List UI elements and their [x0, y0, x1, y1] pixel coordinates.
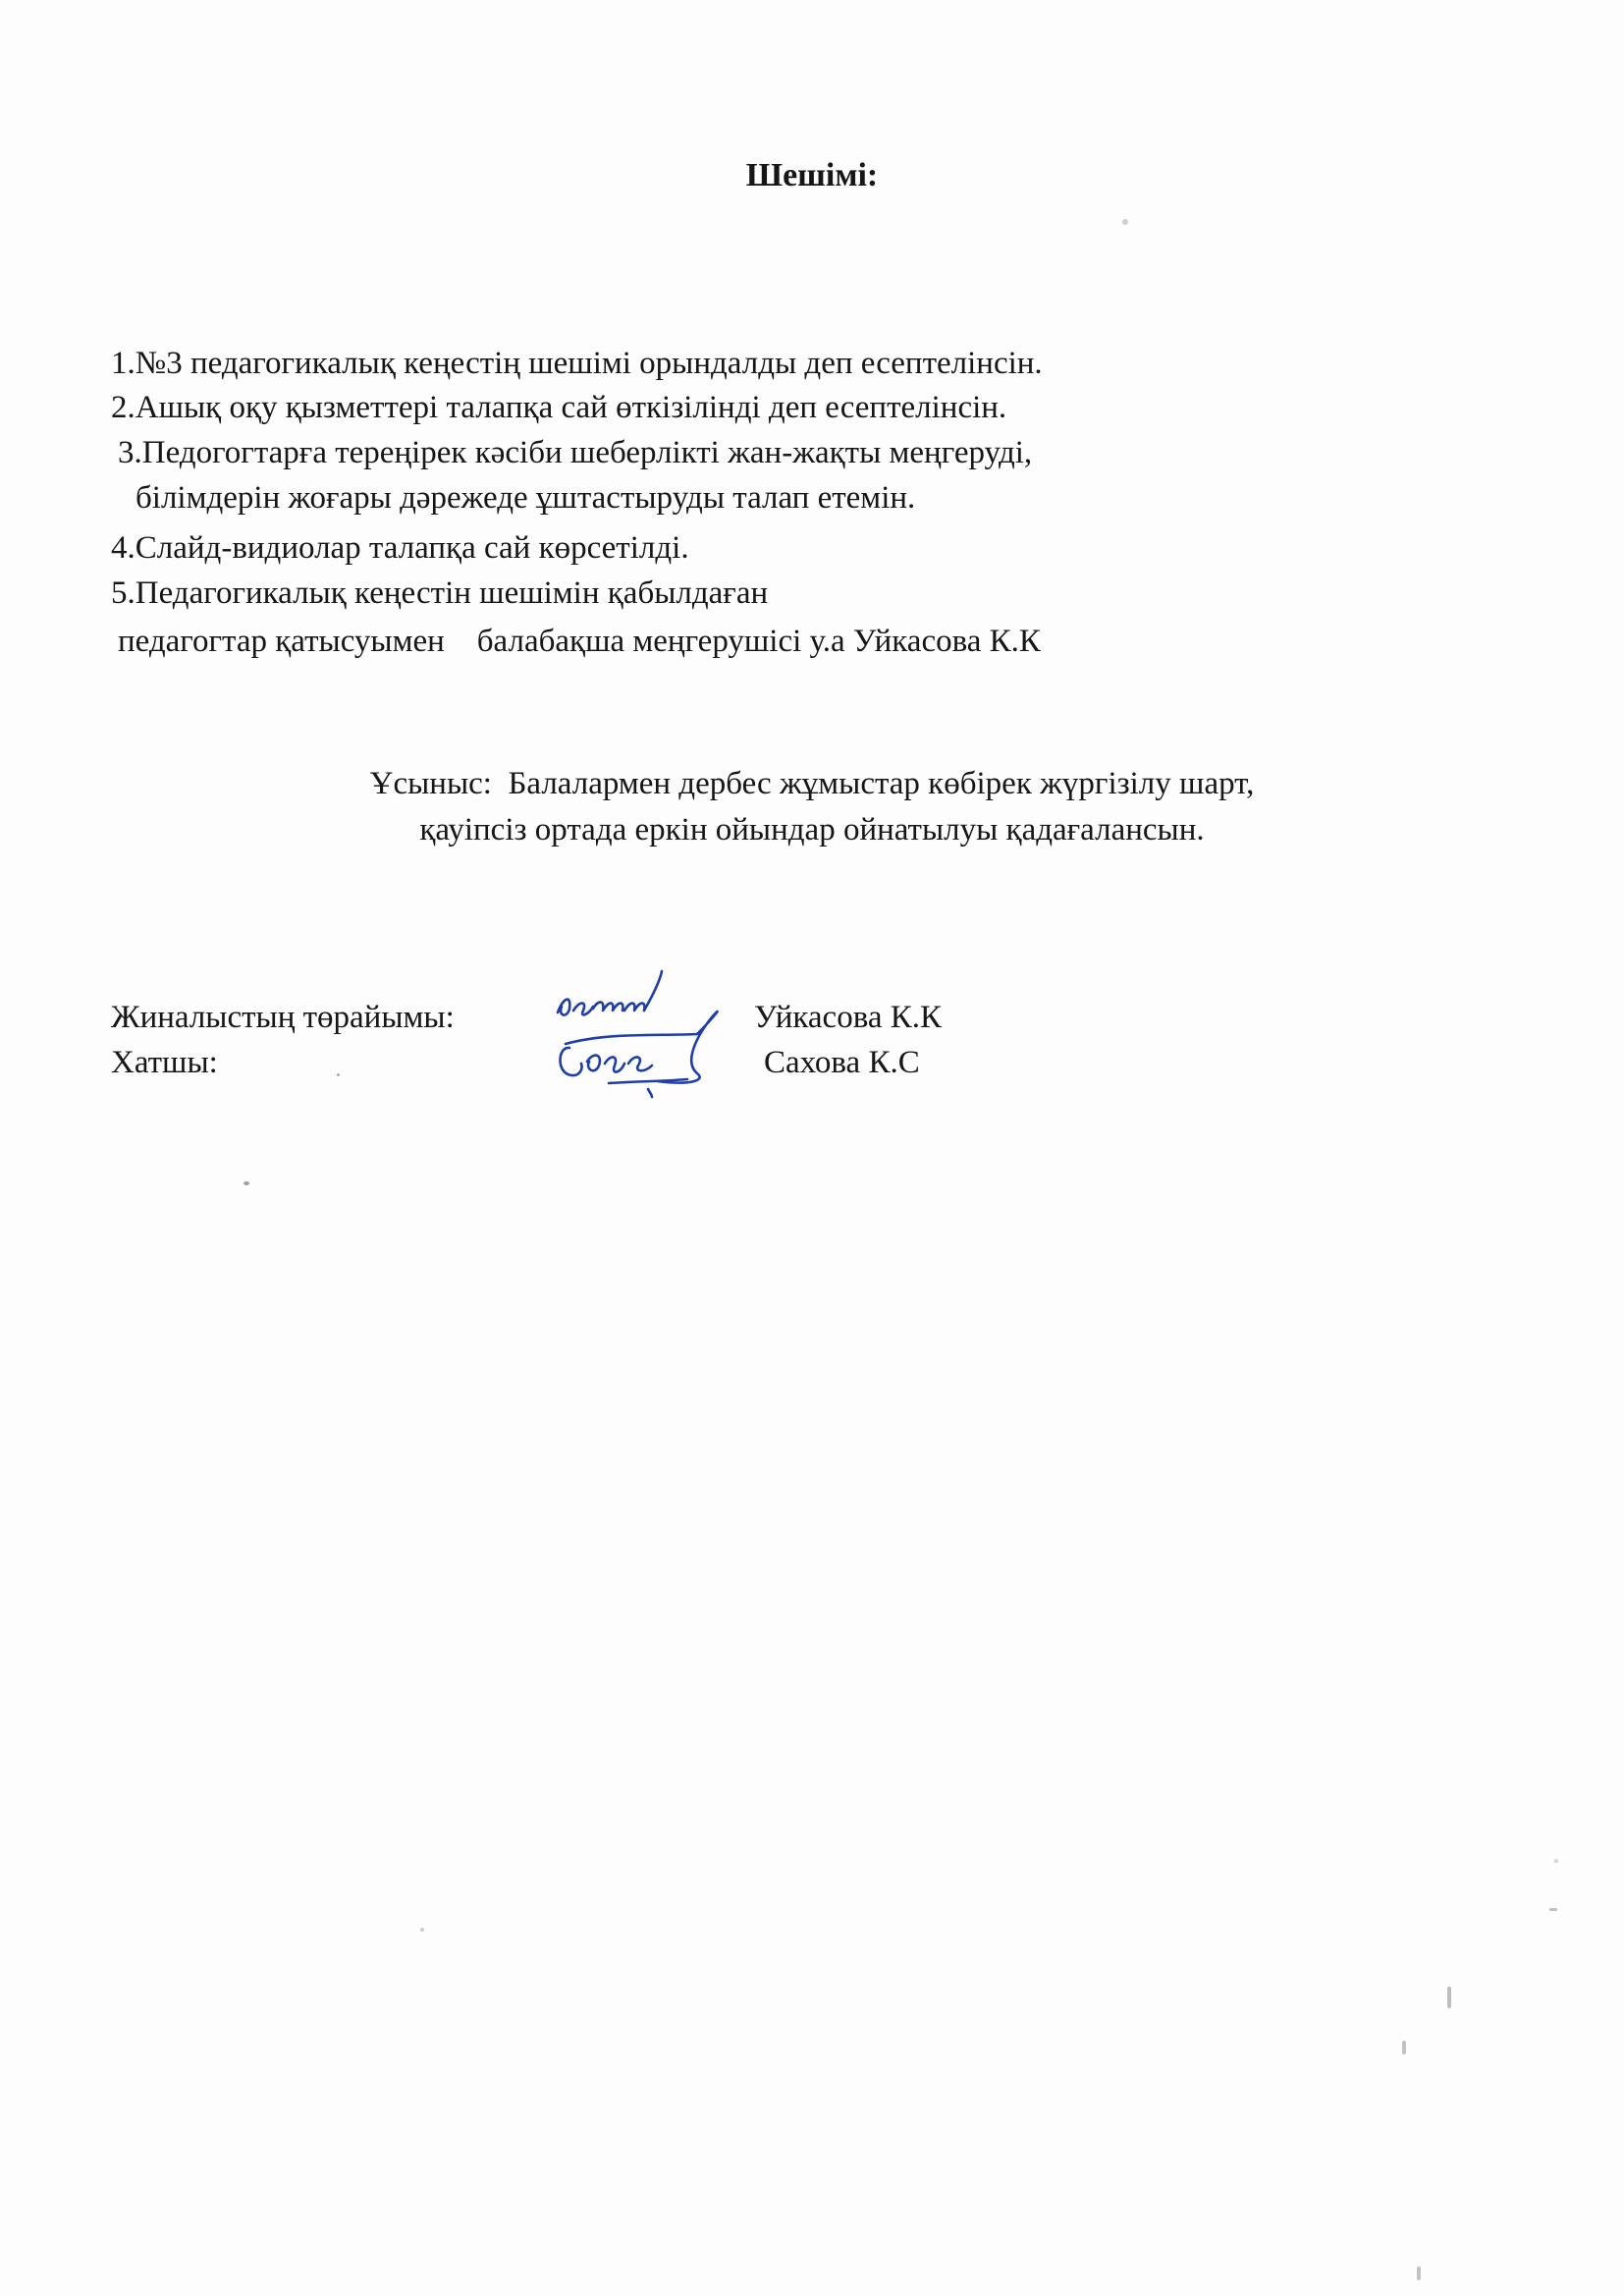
scan-speck: [1549, 1908, 1557, 1911]
scan-speck: [1554, 1859, 1558, 1863]
decision-item-3: 3.Педогогтарға тереңірек кәсіби шеберлікті жан-жақты меңгеруді,: [118, 435, 1033, 470]
scan-speck: [420, 1928, 424, 1932]
scan-speck: [244, 1181, 249, 1185]
chair-label: Жиналыстың төрайымы:: [111, 1000, 455, 1035]
decision-item-1: 1.№3 педагогикалық кеңестің шешімі орындалды деп есептелінсін.: [111, 346, 1043, 381]
decision-item-4: 4.Слайд-видиолар талапқа сай көрсетілді.: [111, 530, 689, 566]
proposal-line-1: Ұсыныс: Балалармен дербес жұмыстар көбірек жүргізілу шарт,: [369, 766, 1255, 801]
chair-name: Уйкасова К.К: [754, 1000, 943, 1035]
scan-speck: [1417, 2267, 1421, 2280]
secretary-name: Сахова К.С: [764, 1045, 920, 1080]
handwritten-signature: [550, 967, 746, 1105]
document-title: Шешімі:: [745, 157, 879, 193]
scan-speck: [1447, 1987, 1451, 2008]
decision-item-3-continuation: білімдерін жоғары дәрежеде ұштастыруды талап етемін.: [135, 480, 916, 516]
scan-speck: [1122, 219, 1128, 225]
proposal-line-2: қауіпсіз ортада еркін ойындар ойнатылуы қадағалансын.: [419, 812, 1205, 847]
scan-speck: [337, 1073, 340, 1076]
decision-item-2: 2.Ашық оқу қызметтері талапқа сай өткізілінді деп есептелінсін.: [111, 390, 1007, 425]
decision-item-5-continuation: педагогтар қатысуымен балабақша меңгерушісі у.а Уйкасова К.К: [118, 624, 1041, 659]
decision-item-5: 5.Педагогикалық кеңестін шешімін қабылдаған: [111, 575, 769, 611]
secretary-label: Хатшы:: [111, 1045, 218, 1080]
scan-speck: [1402, 2041, 1406, 2054]
